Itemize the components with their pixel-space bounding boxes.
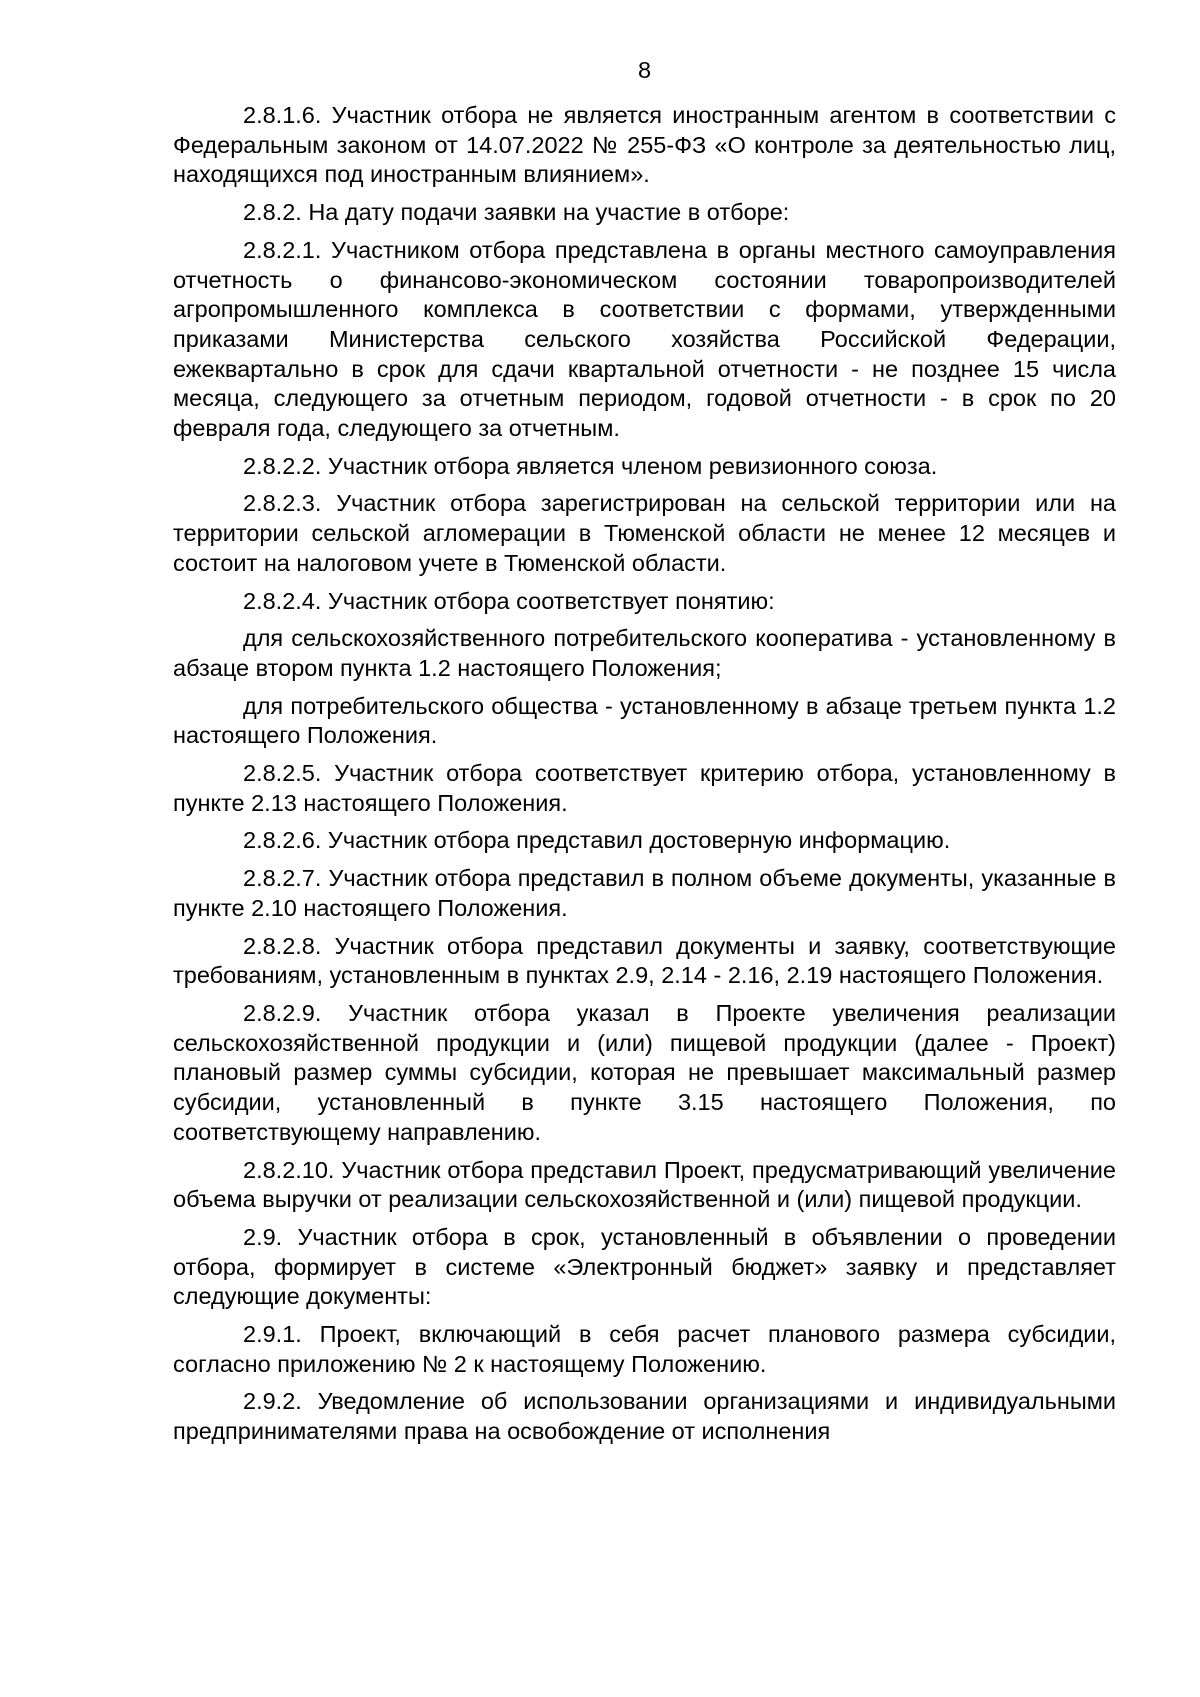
page-number: 8	[637, 57, 652, 83]
paragraph-2-9: 2.9. Участник отбора в срок, установленный в объявлении о проведении отбора, формирует в системе «Электронный бюджет» заявку и представляет следующие документы:	[173, 1223, 1116, 1310]
paragraph-2-8-2-2: 2.8.2.2. Участник отбора является членом ревизионного союза.	[243, 452, 938, 479]
paragraph-society-definition: для потребительского общества - установленному в абзаце третьем пункта 1.2 настоящего Положения.	[173, 692, 1116, 749]
paragraph-2-8-2: 2.8.2. На дату подачи заявки на участие в отборе:	[243, 199, 790, 226]
paragraph-2-8-2-9: 2.8.2.9. Участник отбора указал в Проекте увеличения реализации сельскохозяйственной продукции и (или) пищевой продукции (далее - Проект) плановый размер суммы субсидии, которая не превышает максимальный размер субсидии, установленный в пункте 3.15 настоящего Положения, по соответствующему направлению.	[173, 999, 1116, 1145]
paragraph-2-8-2-6: 2.8.2.6. Участник отбора представил достоверную информацию.	[243, 827, 951, 854]
paragraph-2-8-2-4: 2.8.2.4. Участник отбора соответствует понятию:	[243, 587, 775, 614]
paragraph-2-8-2-7: 2.8.2.7. Участник отбора представил в полном объеме документы, указанные в пункте 2.10 настоящего Положения.	[173, 865, 1116, 921]
paragraph-2-8-2-3: 2.8.2.3. Участник отбора зарегистрирован на сельской территории или на территории сельской агломерации в Тюменской области не менее 12 месяцев и состоит на налоговом учете в Тюменской области.	[173, 490, 1116, 576]
paragraph-2-8-2-5: 2.8.2.5. Участник отбора соответствует критерию отбора, установленному в пункте 2.13 настоящего Положения.	[173, 760, 1116, 816]
paragraph-2-8-2-8: 2.8.2.8. Участник отбора представил документы и заявку, соответствующие требованиям, установленным в пунктах 2.9, 2.14 - 2.16, 2.19 настоящего Положения.	[173, 932, 1116, 989]
paragraph-2-8-2-1: 2.8.2.1. Участником отбора представлена в органы местного самоуправления отчетность о финансово-экономическом состоянии товаропроизводителей агропромышленного комплекса в соответствии с формами, утвержденными приказами Министерства сельского хозяйства Российской Федерации, ежеквартально в срок для сдачи квартальной отчетности - не позднее 15 числа месяца, следующего за отчетным периодом, годовой отчетности - в срок по 20 февраля года, следующего за отчетным.	[173, 236, 1116, 442]
paragraph-2-9-2: 2.9.2. Уведомление об использовании организациями и индивидуальными предпринимателями права на освобождение от исполнения	[173, 1388, 1116, 1445]
paragraph-2-8-2-10: 2.8.2.10. Участник отбора представил Проект, предусматривающий увеличение объема выручки от реализации сельскохозяйственной и (или) пищевой продукции.	[173, 1156, 1116, 1213]
paragraph-cooperative-definition: для сельскохозяйственного потребительского кооператива - установленному в абзаце втором пункта 1.2 настоящего Положения;	[173, 625, 1116, 681]
paragraph-2-9-1: 2.9.1. Проект, включающий в себя расчет планового размера субсидии, согласно приложению № 2 к настоящему Положению.	[173, 1321, 1116, 1377]
paragraph-2-8-1-6: 2.8.1.6. Участник отбора не является иностранным агентом в соответствии с Федеральным законом от 14.07.2022 № 255-ФЗ «О контроле за деятельностью лиц, находящихся под иностранным влиянием».	[173, 102, 1116, 188]
